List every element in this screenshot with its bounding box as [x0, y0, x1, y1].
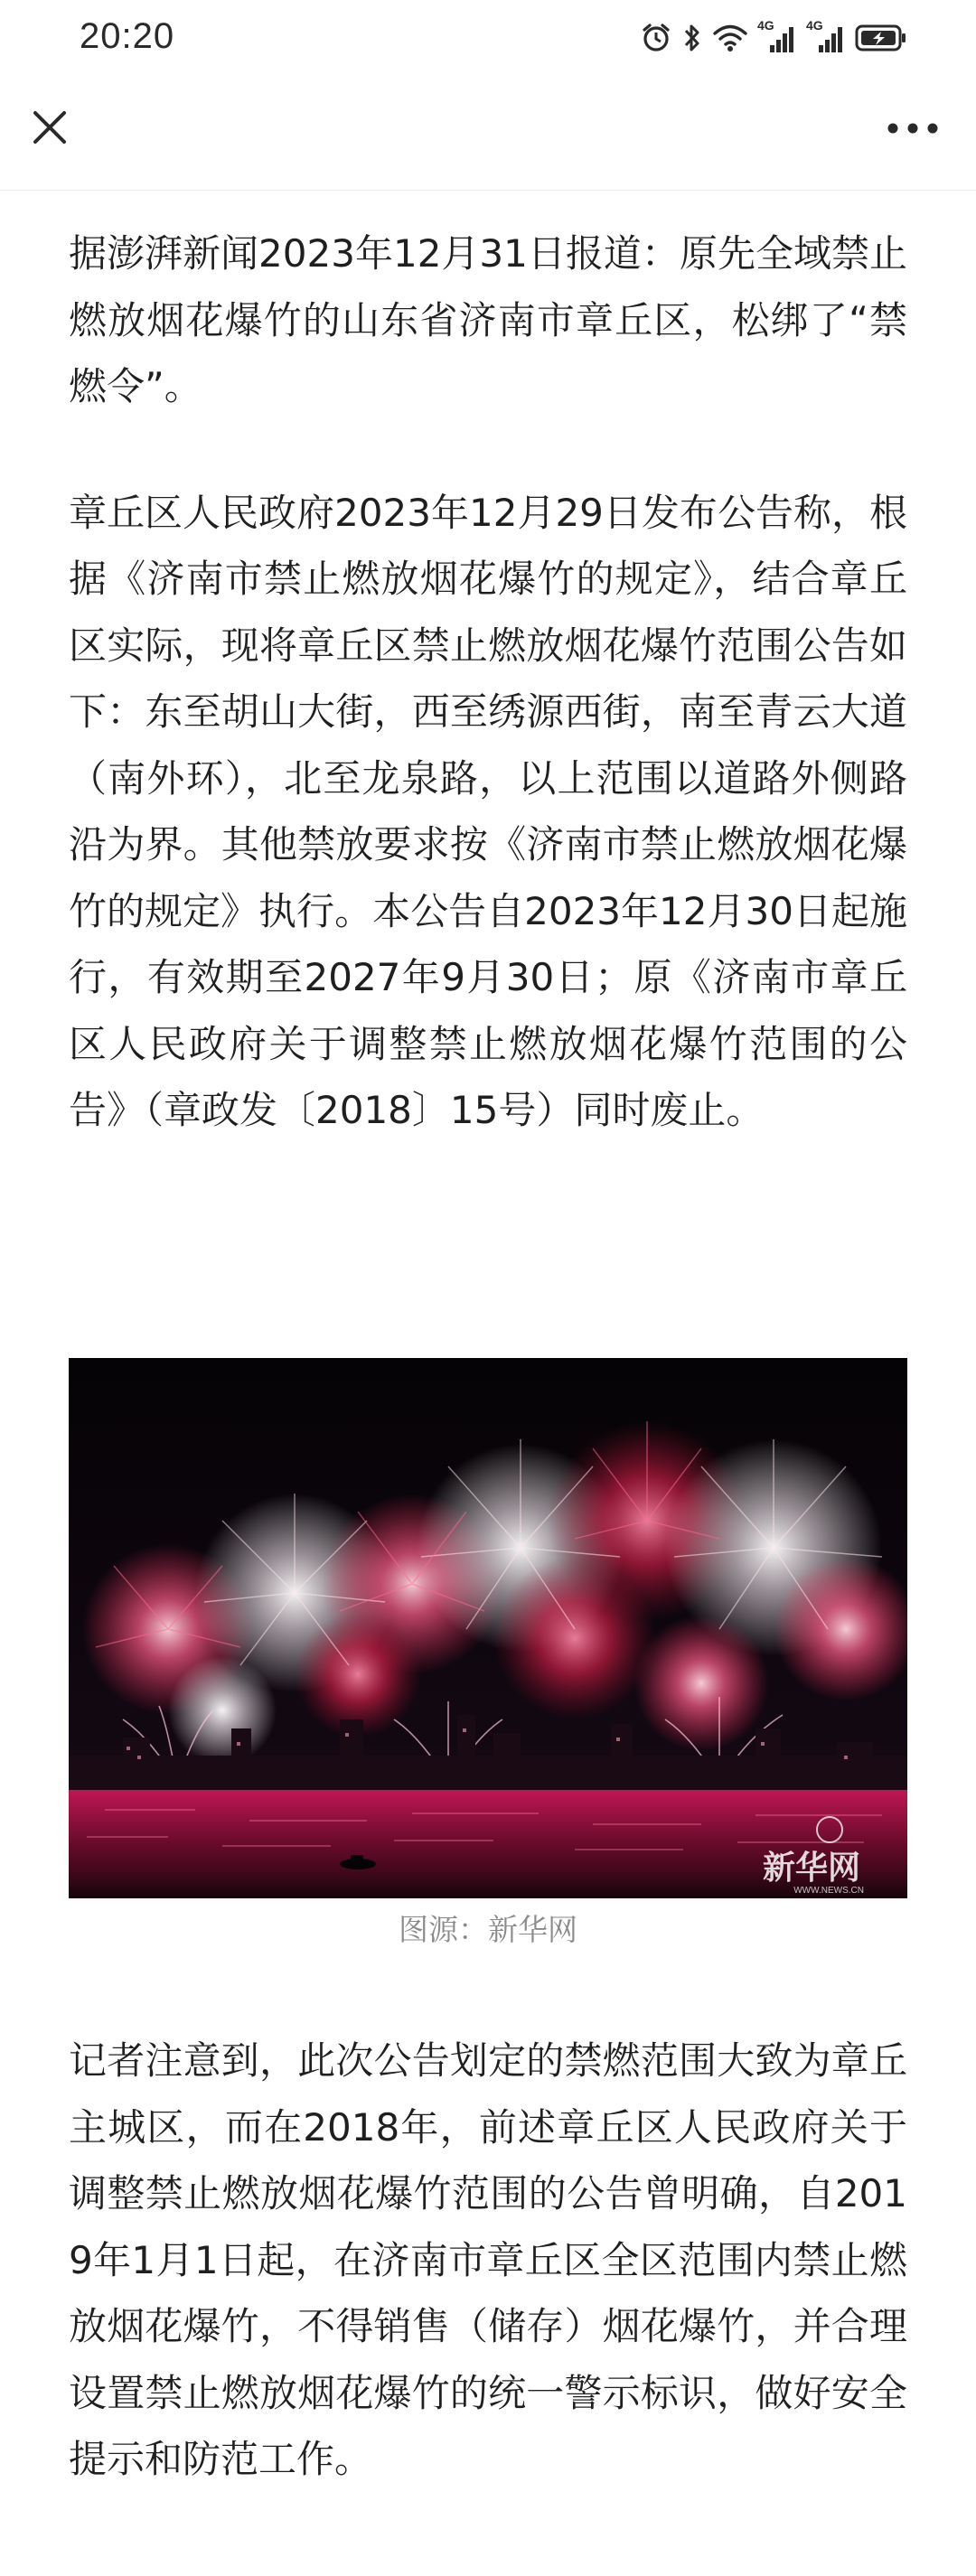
- article-body: [69, 220, 907, 1144]
- status-icons: [640, 18, 907, 58]
- network-tag: 4G: [757, 18, 774, 33]
- bluetooth-icon: [681, 22, 703, 54]
- article-paragraph: 据澎湃新闻2023年12月31日报道：原先全域禁止燃放烟花爆竹的山东省济南市章丘区，松绑了“禁燃令”。: [69, 231, 907, 408]
- signal-4g-icon: [806, 20, 846, 56]
- wifi-icon: [712, 22, 748, 54]
- top-nav-bar: [0, 78, 976, 191]
- more-horizontal-icon: [886, 122, 940, 135]
- network-tag: 4G: [806, 18, 823, 33]
- close-button[interactable]: [25, 103, 74, 152]
- fireworks-image: [69, 1358, 907, 1898]
- signal-4g-icon: [757, 20, 797, 56]
- status-time: 20:20: [80, 16, 175, 56]
- more-options-button[interactable]: [886, 108, 940, 148]
- battery-charging-icon: [855, 23, 907, 53]
- close-icon: [30, 108, 70, 147]
- alarm-icon: [640, 22, 672, 54]
- article-paragraph: 记者注意到，此次公告划定的禁燃范围大致为章丘主城区，而在2018年，前述章丘区人民政府关于调整禁止燃放烟花爆竹范围的公告曾明确，自2019年1月1日起，在济南市章丘区全区范围内禁止燃放烟花爆竹，不得销售（储存）烟花爆竹，并合理设置禁止燃放烟花爆竹的统一警示标识，做好安全提示和防范工作。: [69, 2038, 907, 2481]
- watermark-url: WWW.NEWS.CN: [793, 1886, 864, 1896]
- status-bar: [0, 0, 976, 78]
- article-body-continued: [69, 2028, 907, 2493]
- article-paragraph: 章丘区人民政府2023年12月29日发布公告称，根据《济南市禁止燃放烟花爆竹的规定》，结合章丘区实际，现将章丘区禁止燃放烟花爆竹范围公告如下：东至胡山大街，西至绣源西街，南至青云大道（南外环），北至龙泉路，以上范围以道路外侧路沿为界。其他禁放要求按《济南市禁止燃放烟花爆竹的规定》执行。本公告自2023年12月30日起施行，有效期至2027年9月30日；原《济南市章丘区人民政府关于调整禁止燃放烟花爆竹范围的公告》（章政发〔2018〕15号）同时废止。: [69, 490, 907, 1132]
- watermark-text: 新华网: [762, 1850, 860, 1887]
- image-caption: 图源：新华网: [399, 1912, 577, 1947]
- fireworks-photo[interactable]: [69, 1358, 907, 1898]
